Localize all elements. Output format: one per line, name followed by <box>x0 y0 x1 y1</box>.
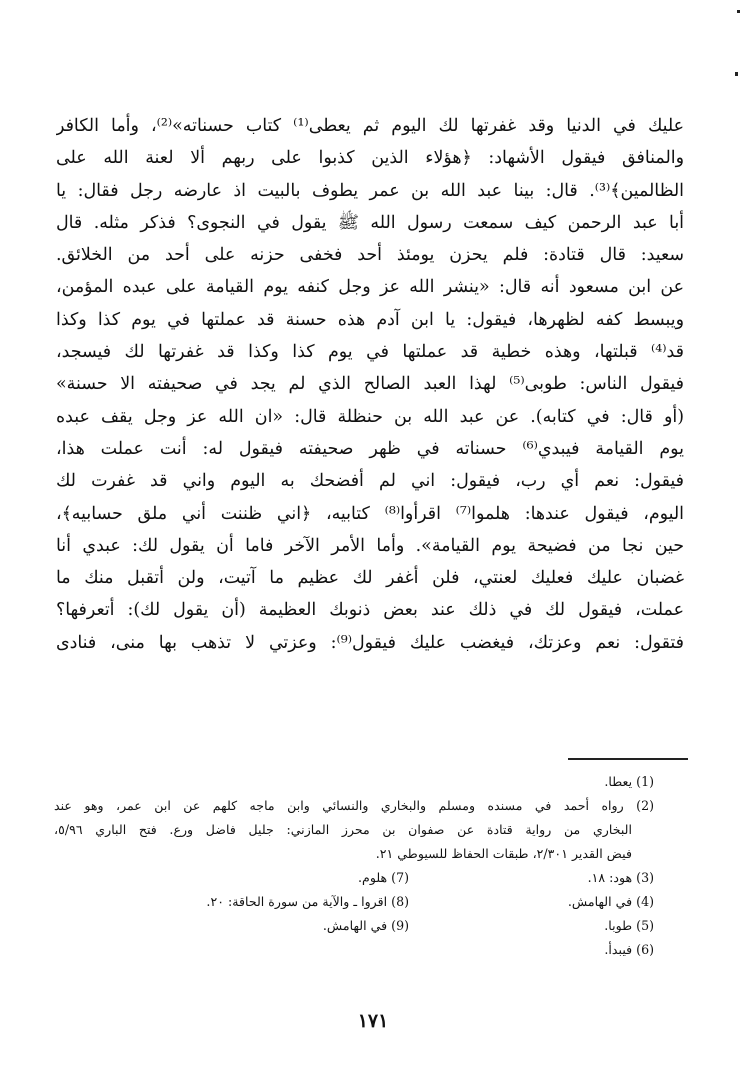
text-line: عملت، فيقول لك في ذلك عند بعض ذنوبك العظيمة (أن يقول لك): أتعرفها؟ <box>56 600 684 621</box>
margin-mark <box>737 10 740 13</box>
text-line: قد⁽⁴⁾ قبلتها، وهذه خطية قد عملتها في يوم كذا وكذا قد غفرتها لك فيسجد، <box>56 342 684 363</box>
text-line: أبا عبد الرحمن كيف سمعت رسول الله ﷺ يقول في النجوى؟ فذكر مثله. قال <box>56 212 684 233</box>
footnote-2: (2) رواه أحمد في مسنده ومسلم والبخاري والنسائي وابن ماجه كلهم عن ابن عمر، وهو عند <box>54 798 654 813</box>
footnote-columns <box>54 866 654 962</box>
text-line: ويبسط كفه لظهرها، فيقول: يا ابن آدم هذه حسنة قد عملتها في يوم كذا وكذا <box>56 309 684 330</box>
text-line: والمنافق فيقول الأشهاد: ﴿هؤلاء الذين كذبوا على ربهم ألا لعنة الله على <box>56 148 684 169</box>
footnote-column-left <box>69 866 409 938</box>
footnotes <box>54 770 654 962</box>
text-line: الظالمين﴾⁽³⁾. قال: بينا عبد الله بن عمر يطوف بالبيت اذ عارضه رجل فقال: يا <box>56 180 684 201</box>
margin-mark <box>735 72 738 76</box>
footnote-8: (8) اقروا ـ والآية من سورة الحاقة: ٢٠. <box>206 894 409 909</box>
footnote-5: (5) طوبا. <box>604 918 654 933</box>
text-line: فتقول: نعم وعزتك، فيغضب عليك فيقول⁽⁹⁾: وعزتي لا تذهب بها منى، فنادى <box>56 632 684 653</box>
text-line: (أو قال: في كتابه). عن عبد الله بن حنظلة قال: «ان الله عز وجل يقف عبده <box>56 406 684 427</box>
footnote-column-right <box>424 866 654 962</box>
footnote-3: (3) هود: ١٨. <box>587 870 654 885</box>
text-line: عليك في الدنيا وقد غفرتها لك اليوم ثم يعطى⁽¹⁾ كتاب حسناته»⁽²⁾، وأما الكافر <box>56 116 684 136</box>
text-line: اليوم، فيقول عندها: هلموا⁽⁷⁾ اقرأوا⁽⁸⁾ كتابيه، ﴿اني ظننت أني ملق حسابيه﴾، <box>56 503 684 524</box>
footnote-4: (4) في الهامش. <box>567 894 654 909</box>
main-text <box>56 110 684 659</box>
text-line: غضبان عليك فعليك لعنتي، فلن أغفر لك عظيم ما آتيت، ولن أتقبل منك ما <box>56 568 684 589</box>
footnote-6: (6) فيبدأ. <box>604 942 654 957</box>
footnote-2-continued: فيض القدير ٢/٣٠١، طبقات الحفاظ للسيوطي ٢١. <box>375 846 632 861</box>
footnote-1: (1) يعطا. <box>604 774 654 789</box>
text-line: فيقول الناس: طوبى⁽⁵⁾ لهذا العبد الصالح الذي لم يجد في صحيفته الا حسنة» <box>56 374 684 395</box>
page-number: ١٧١ <box>357 1010 389 1032</box>
footnote-divider <box>568 758 688 760</box>
text-line: فيقول: نعم أي رب، فيقول: اني لم أفضحك به اليوم واني قد غفرت لك <box>56 471 684 492</box>
footnote-7: (7) هلوم. <box>358 870 409 885</box>
footnote-2-continued: البخاري من رواية قتادة عن صفوان بن محرز المازني: جليل فاضل ورع. فتح الباري ٥/٩٦، <box>54 822 632 837</box>
text-line: سعيد: قال قتادة: فلم يحزن يومئذ أحد فخفى حزنه على أحد من الخلائق. <box>56 245 684 266</box>
text-line: يوم القيامة فيبدي⁽⁶⁾ حسناته في ظهر صحيفته فيقول له: أنت عملت هذا، <box>56 438 684 459</box>
text-line: عن ابن مسعود أنه قال: «ينشر الله عز وجل كنفه يوم القيامة على عبده المؤمن، <box>56 277 684 298</box>
text-line: حين نجا من فضيحة يوم القيامة». وأما الأمر الآخر فاما أن يقول لك: عبدي أنا <box>56 535 684 556</box>
footnote-9: (9) في الهامش. <box>322 918 409 933</box>
